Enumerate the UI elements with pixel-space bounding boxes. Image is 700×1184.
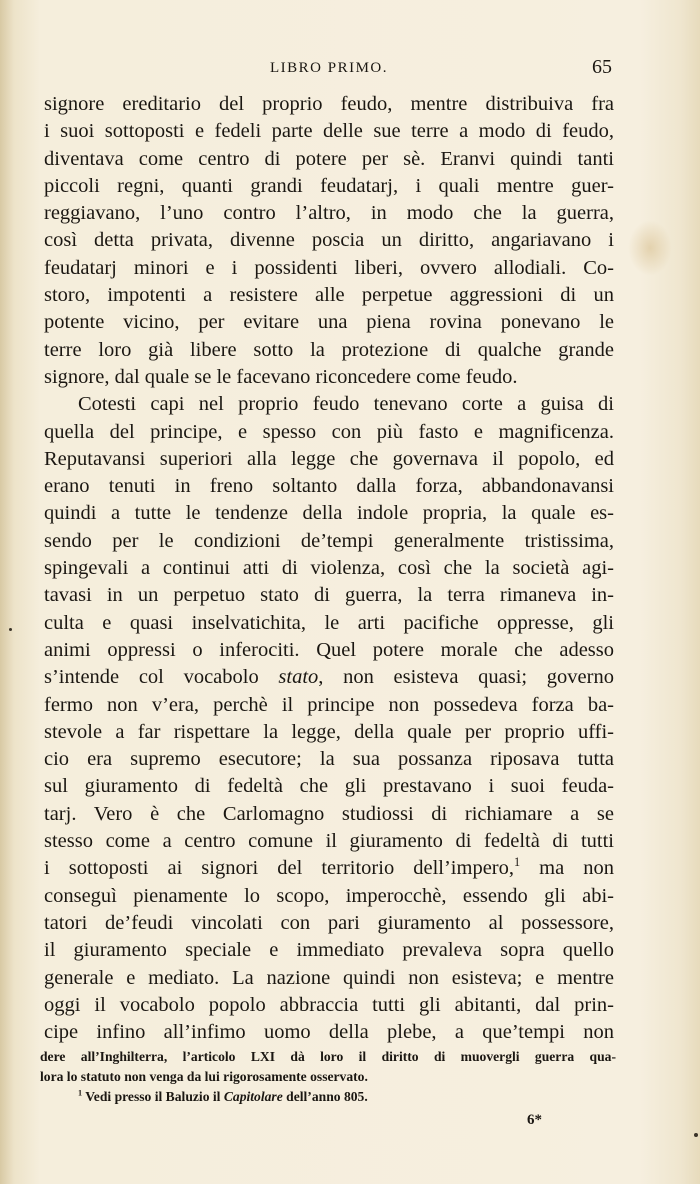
text-segment: tavasi in un perpetuo stato di guerra, la terra rimaneva in-	[44, 584, 614, 607]
text-line	[44, 391, 614, 418]
text-line	[44, 664, 614, 691]
text-segment: culta e quasi inselvatichita, le arti pacifiche oppresse, gli	[44, 611, 614, 634]
text-segment: così detta privata, divenne poscia un diritto, angariavano i	[44, 229, 614, 252]
footnote-ref: 1	[514, 855, 521, 870]
text-segment: feudatarj minori e i possidenti liberi, ovvero allodiali. Co-	[44, 256, 614, 279]
text-line	[44, 719, 614, 746]
text-segment: conseguì pienamente lo scopo, imperocchè, essendo gli abi-	[44, 884, 614, 907]
text-line	[44, 692, 614, 719]
text-segment: potente vicino, per evitare una piena rovina ponevano le	[44, 311, 614, 334]
text-segment: erano tenuti in freno soltanto dalla forza, abbandonavansi	[44, 475, 614, 498]
text-segment: signore, dal quale se le facevano riconcedere come feudo.	[44, 365, 518, 388]
text-segment: sendo per le condizioni de’tempi generalmente tristissima,	[44, 529, 614, 552]
italic-text: stato	[278, 666, 319, 689]
text-line	[44, 555, 614, 582]
text-segment: lora lo statuto non venga da lui rigorosamente osservato.	[40, 1069, 368, 1084]
text-line	[44, 910, 614, 937]
footnotes	[40, 1047, 616, 1107]
text-line	[44, 200, 614, 227]
text-segment: quella del principe, e spesso con più fasto e magnificenza.	[44, 420, 614, 443]
text-line	[44, 1019, 614, 1046]
text-segment: tatori de’feudi vincolati con pari giuramento al possessore,	[44, 911, 614, 934]
page-number: 65	[592, 56, 612, 78]
text-segment: sul giuramento di fedeltà che gli prestavano i suoi feuda-	[44, 775, 614, 798]
text-segment: cio era supremo esecutore; la sua possanza riposava tutta	[44, 748, 614, 771]
text-segment: ma non	[520, 857, 615, 880]
text-segment: dell’anno 805.	[282, 1089, 368, 1104]
text-line	[44, 801, 614, 828]
text-segment: storo, impotenti a resistere alle perpetue aggressioni di un	[44, 284, 614, 307]
text-line	[44, 992, 614, 1019]
text-segment: dere all’Inghilterra, l’articolo LXI dà loro il diritto di muovergli guerra qua-	[40, 1049, 616, 1064]
page-speck	[9, 628, 12, 631]
italic-text: Capitolare	[223, 1089, 283, 1104]
text-line	[44, 337, 614, 364]
text-segment: stesso come a centro comune il giuramento di fedeltà di tutti	[44, 830, 614, 853]
text-segment: oggi il vocabolo popolo abbraccia tutti gli abitanti, dal prin-	[44, 993, 614, 1016]
text-segment: terre loro già libere sotto la protezione di qualche grande	[44, 338, 614, 361]
text-line	[44, 227, 614, 254]
text-segment: Reputavansi superiori alla legge che governava il popolo, ed	[44, 447, 614, 470]
text-line	[44, 828, 614, 855]
running-title: LIBRO PRIMO.	[269, 60, 388, 76]
text-segment: Cotesti capi nel proprio feudo tenevano corte a guisa di	[78, 393, 614, 416]
text-line	[44, 500, 614, 527]
text-segment: i suoi sottoposti e fedeli parte delle sue terre a modo di feudo,	[44, 120, 614, 143]
text-segment: , non esisteva quasi; governo	[318, 666, 614, 689]
text-line	[44, 364, 614, 391]
text-segment: diventava come centro di potere per sè. Eranvi quindi tanti	[44, 147, 614, 170]
text-line	[44, 610, 614, 637]
page-speck	[694, 1133, 698, 1137]
text-line	[44, 528, 614, 555]
text-segment: generale e mediato. La nazione quindi non esisteva; e mentre	[44, 966, 614, 989]
text-segment: s’intende col vocabolo	[44, 666, 279, 689]
text-segment: tarj. Vero è che Carlomagno studiossi di richiamare a se	[44, 802, 614, 825]
footnote-ref: 1	[78, 1088, 83, 1098]
text-segment: piccoli regni, quanti grandi feudatarj, i quali mentre guer-	[44, 174, 614, 197]
text-segment: reggiavano, l’uno contro l’altro, in modo che la guerra,	[44, 202, 614, 225]
text-line	[44, 773, 614, 800]
text-line	[44, 419, 614, 446]
text-line	[44, 473, 614, 500]
text-line	[44, 282, 614, 309]
text-segment: cipe infino all’infimo uomo della plebe, a que’tempi non	[44, 1021, 614, 1044]
text-line	[44, 746, 614, 773]
footnote-line	[40, 1067, 616, 1087]
text-segment: animi oppressi o inferociti. Quel potere morale che adesso	[44, 638, 614, 661]
text-segment: spingevali a continui atti di violenza, così che la società agi-	[44, 557, 614, 580]
footnote-line	[40, 1087, 616, 1107]
text-line	[44, 446, 614, 473]
footnote-line	[40, 1047, 616, 1067]
text-line	[44, 255, 614, 282]
text-line	[44, 637, 614, 664]
text-segment: signore ereditario del proprio feudo, mentre distribuiva fra	[44, 93, 614, 115]
signature-mark: 6*	[527, 1112, 542, 1128]
text-segment: il giuramento speciale e immediato prevaleva sopra quello	[44, 939, 614, 962]
text-line	[44, 883, 614, 910]
text-line	[44, 937, 614, 964]
text-segment: Vedi presso il Baluzio il	[82, 1089, 224, 1104]
text-segment: quindi a tutte le tendenze della indole propria, la quale es-	[44, 502, 614, 525]
text-line	[44, 91, 614, 118]
text-line	[44, 309, 614, 336]
body-text	[44, 91, 614, 1046]
text-line	[44, 146, 614, 173]
text-line	[44, 855, 614, 882]
text-segment: fermo non v’era, perchè il principe non possedeva forza ba-	[44, 693, 614, 716]
text-line	[44, 582, 614, 609]
text-line	[44, 118, 614, 145]
text-segment: stevole a far rispettare la legge, della quale per proprio uffi-	[44, 720, 614, 743]
text-line	[44, 173, 614, 200]
page-header	[44, 56, 614, 84]
text-line	[44, 965, 614, 992]
paper-stain	[628, 220, 672, 276]
text-segment: i sottoposti ai signori del territorio dell’impero,	[44, 857, 514, 880]
